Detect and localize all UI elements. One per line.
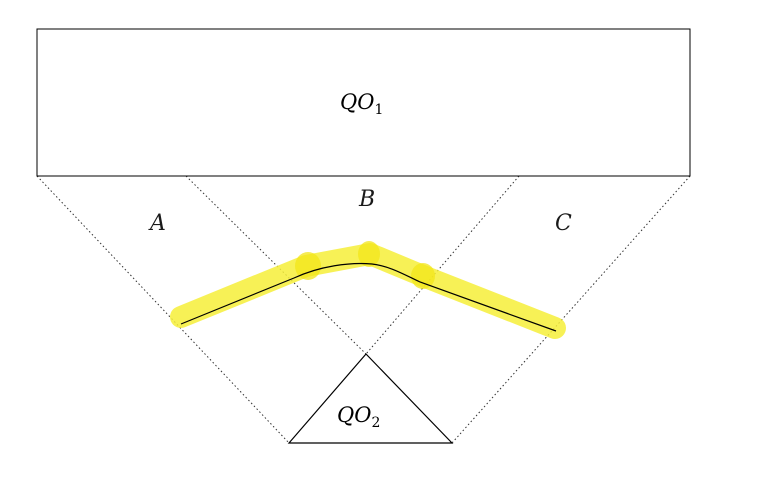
region-label-c: C bbox=[555, 211, 572, 236]
qo1-label: $QO_1$ bbox=[340, 90, 384, 118]
highlighted-path bbox=[181, 241, 555, 328]
region-label-a: A bbox=[150, 211, 166, 236]
highlight-marker-right bbox=[411, 263, 435, 289]
region-label-b: B bbox=[359, 187, 376, 212]
qo2-label: $QO_2$ bbox=[337, 403, 381, 431]
